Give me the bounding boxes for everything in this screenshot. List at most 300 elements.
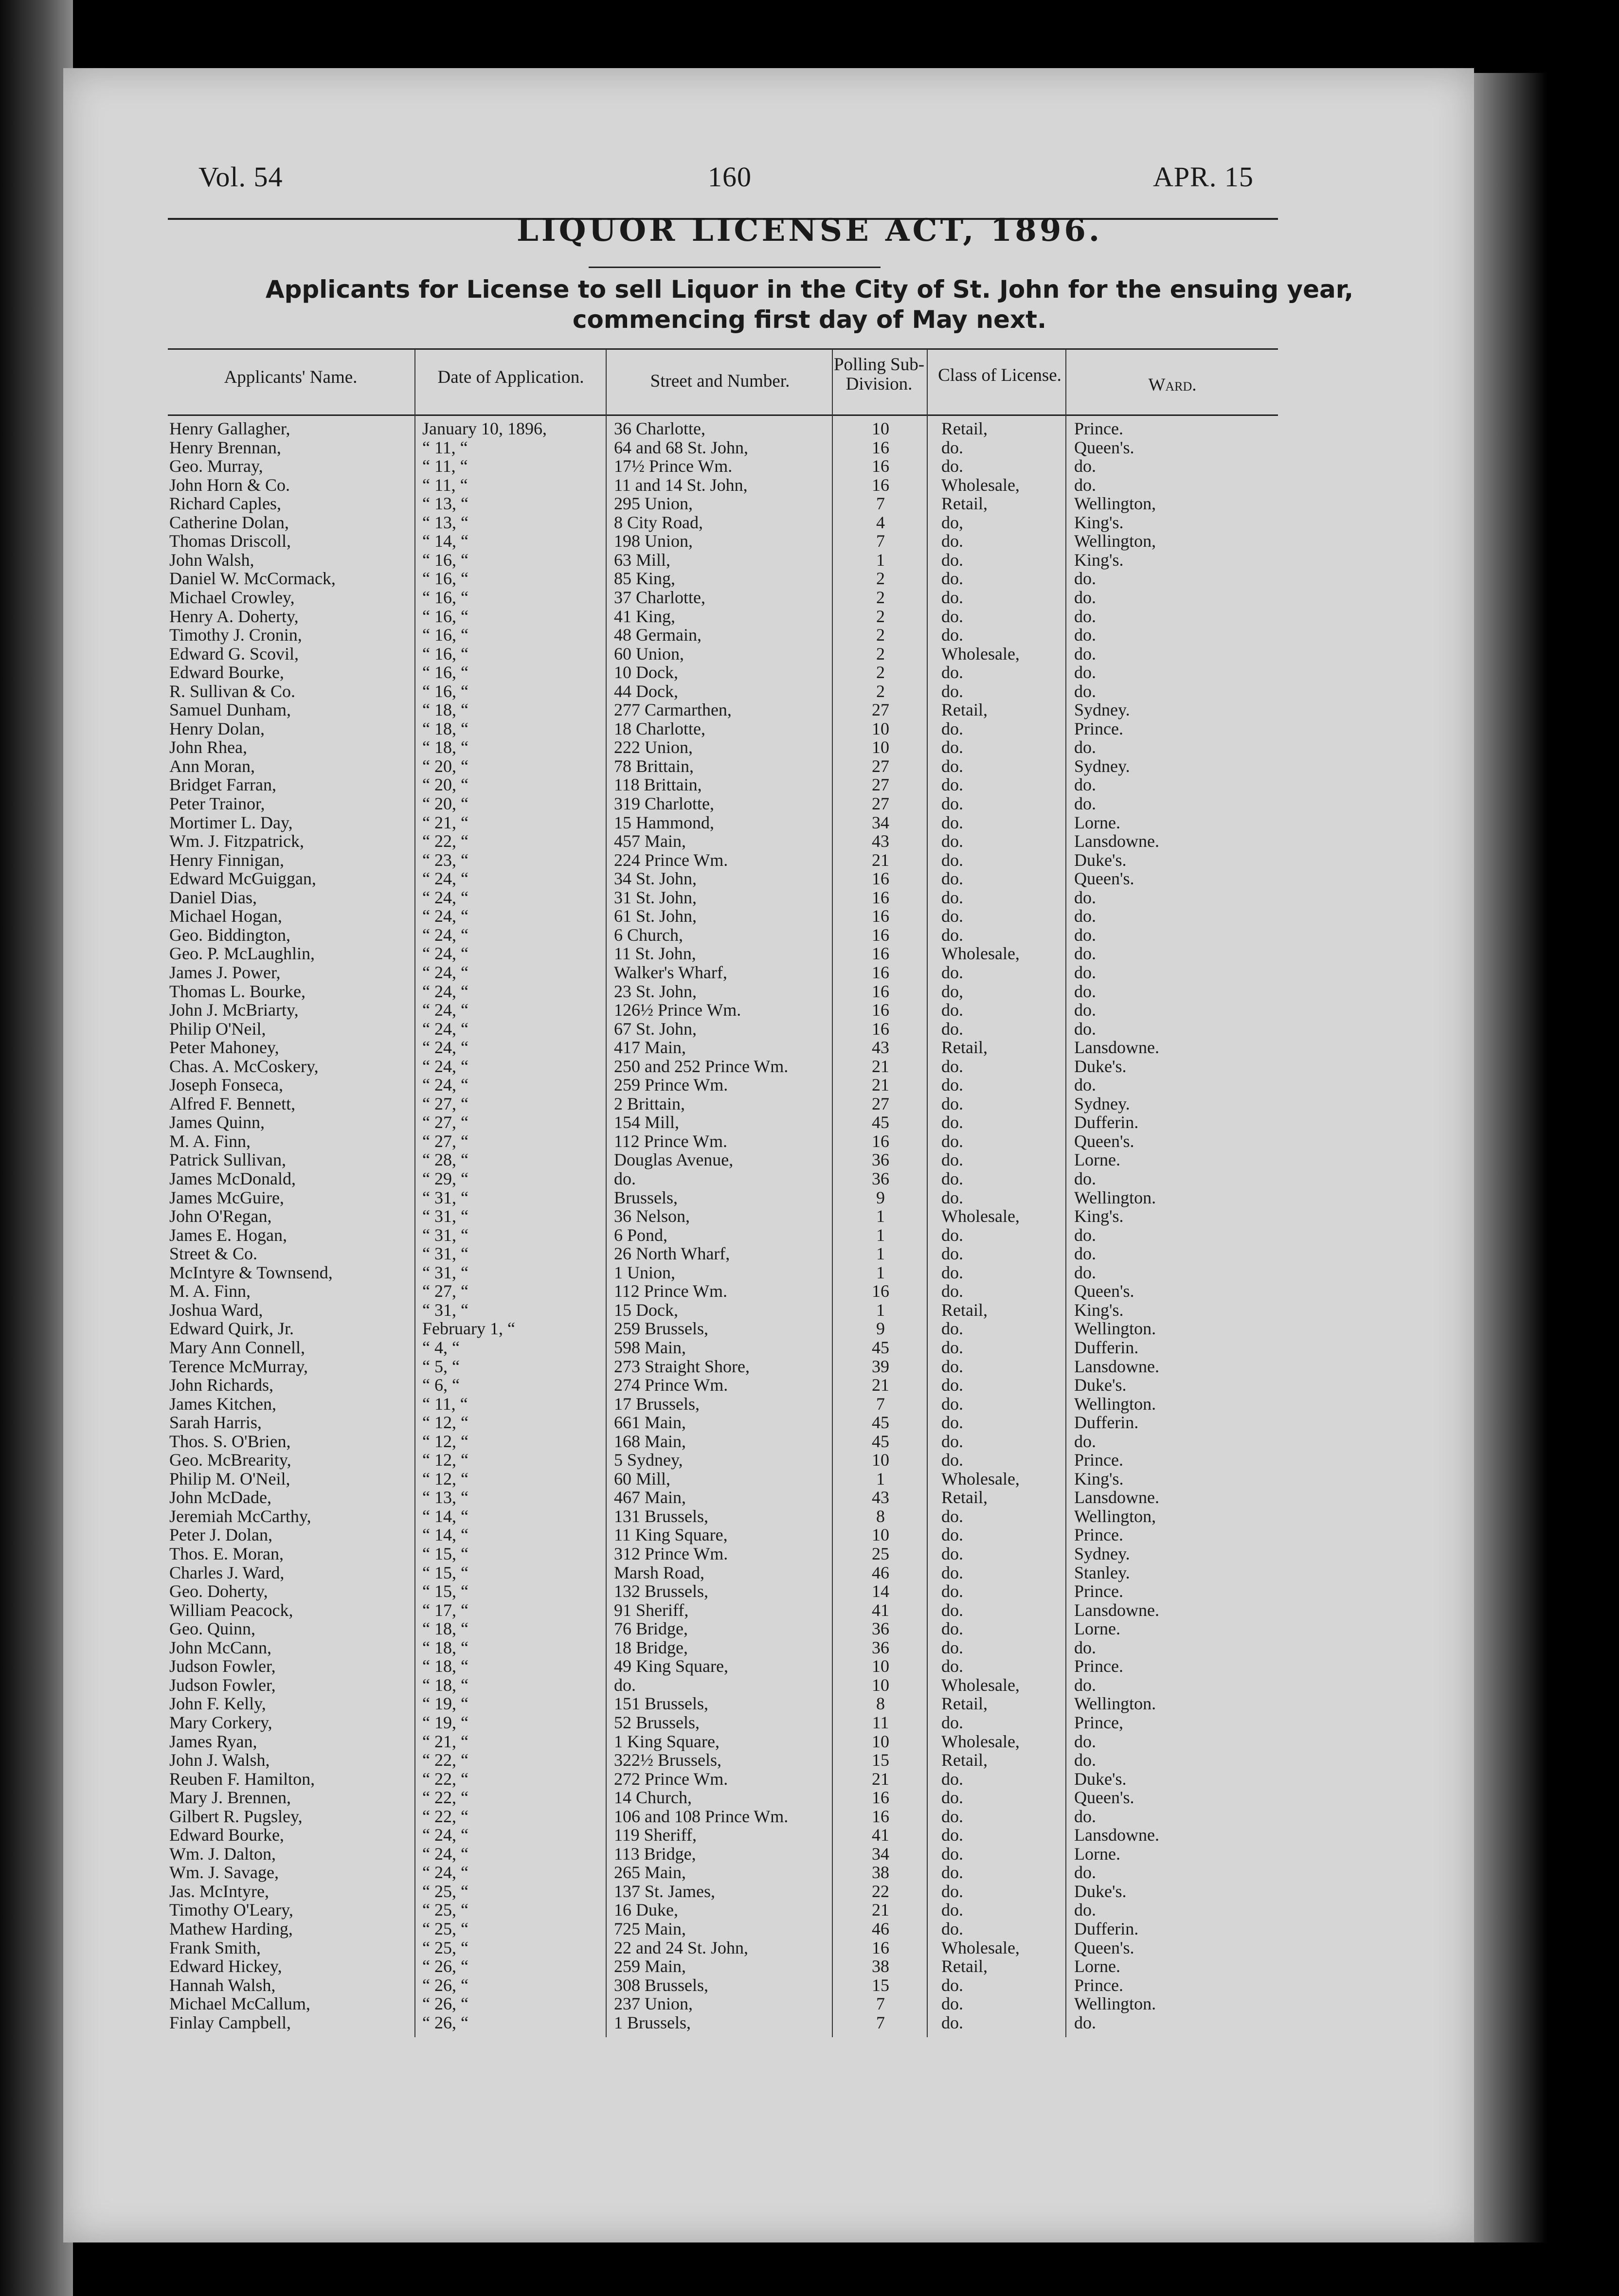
ward: Queen's. (1074, 1131, 1134, 1151)
polling-subdivision: 2 (876, 587, 885, 607)
license-class: do. (941, 850, 963, 870)
applicant-name: Jeremiah McCarthy, (169, 1506, 311, 1526)
polling-subdivision: 43 (872, 1488, 889, 1507)
table-head-rule (168, 414, 1278, 416)
applicant-name: Mary Ann Connell, (169, 1337, 305, 1357)
ward: do. (1074, 794, 1096, 813)
street-address: 319 Charlotte, (614, 794, 714, 813)
street-address: 6 Church, (614, 925, 683, 945)
applicant-name: Henry Gallagher, (169, 419, 290, 438)
applicant-name: Edward Bourke, (169, 663, 284, 682)
license-class: do. (941, 1112, 963, 1132)
street-address: 312 Prince Wm. (614, 1544, 728, 1563)
application-date: “ 27, “ (422, 1112, 468, 1132)
ward: do. (1074, 1731, 1096, 1751)
applicant-name: Ann Moran, (169, 756, 255, 776)
license-class: do. (941, 2012, 963, 2032)
license-class: do. (941, 1844, 963, 1864)
application-date: “ 12, “ (422, 1469, 468, 1489)
license-class: Wholesale, (941, 1675, 1020, 1695)
street-address: 26 North Wharf, (614, 1244, 730, 1264)
application-date: “ 22, “ (422, 1750, 468, 1770)
applicant-name: Daniel Dias, (169, 887, 257, 907)
ward: Stanley. (1074, 1562, 1130, 1582)
applicant-name: Peter Mahoney, (169, 1038, 279, 1058)
ward: Sydney. (1074, 1544, 1130, 1563)
polling-subdivision: 1 (876, 1262, 885, 1282)
street-address: 250 and 252 Prince Wm. (614, 1056, 789, 1076)
polling-subdivision: 9 (876, 1319, 885, 1339)
application-date: “ 24, “ (422, 1000, 468, 1020)
application-date: January 10, 1896, (422, 419, 547, 438)
column-header-date: Date of Application. (437, 367, 584, 387)
application-date: “ 24, “ (422, 1844, 468, 1864)
applicant-name: Bridget Farran, (169, 775, 276, 795)
street-address: 5 Sydney, (614, 1450, 683, 1470)
ward: Dufferin. (1074, 1337, 1139, 1357)
application-date: “ 4, “ (422, 1337, 460, 1357)
applicant-name: Timothy J. Cronin, (169, 625, 302, 645)
street-address: 198 Union, (614, 531, 693, 551)
street-address: 37 Charlotte, (614, 587, 705, 607)
license-class: do. (941, 1244, 963, 1264)
polling-subdivision: 16 (872, 869, 889, 889)
ward: do. (1074, 1225, 1096, 1245)
polling-subdivision: 45 (872, 1337, 889, 1357)
applicant-name: James Kitchen, (169, 1394, 276, 1414)
polling-subdivision: 27 (872, 794, 889, 813)
street-address: Marsh Road, (614, 1562, 704, 1582)
application-date: “ 31, “ (422, 1206, 468, 1226)
street-address: 132 Brussels, (614, 1581, 709, 1601)
polling-subdivision: 1 (876, 1225, 885, 1245)
applicant-name: Frank Smith, (169, 1937, 261, 1957)
street-address: 85 King, (614, 569, 675, 589)
ward: King's. (1074, 550, 1124, 570)
applicant-name: Edward G. Scovil, (169, 644, 299, 664)
application-date: “ 25, “ (422, 1919, 468, 1938)
polling-subdivision: 2 (876, 644, 885, 664)
applicant-name: John Rhea, (169, 737, 247, 757)
polling-subdivision: 1 (876, 1469, 885, 1489)
ward: Duke's. (1074, 1769, 1127, 1789)
street-address: 259 Brussels, (614, 1319, 709, 1339)
license-class: do. (941, 1169, 963, 1188)
application-date: “ 27, “ (422, 1281, 468, 1301)
street-address: Walker's Wharf, (614, 962, 727, 982)
applicant-name: Geo. P. McLaughlin, (169, 944, 315, 964)
polling-subdivision: 34 (872, 1844, 889, 1864)
license-class: do. (941, 681, 963, 701)
license-class: do. (941, 1319, 963, 1339)
polling-subdivision: 22 (872, 1881, 889, 1901)
polling-subdivision: 10 (872, 1656, 889, 1676)
application-date: “ 13, “ (422, 512, 468, 532)
license-class: Retail, (941, 1750, 988, 1770)
polling-subdivision: 16 (872, 456, 889, 476)
applicant-name: Judson Fowler, (169, 1675, 276, 1695)
ward: do. (1074, 1169, 1096, 1188)
license-class: do. (941, 812, 963, 832)
polling-subdivision: 16 (872, 906, 889, 926)
polling-subdivision: 15 (872, 1975, 889, 1995)
license-class: do. (941, 737, 963, 757)
ward: do. (1074, 1900, 1096, 1920)
street-address: 598 Main, (614, 1337, 686, 1357)
application-date: “ 14, “ (422, 531, 468, 551)
application-date: “ 23, “ (422, 850, 468, 870)
application-date: “ 24, “ (422, 1075, 468, 1095)
license-class: do. (941, 794, 963, 813)
license-class: Retail, (941, 1956, 988, 1976)
ward: do. (1074, 644, 1096, 664)
ward: Wellington, (1074, 1506, 1156, 1526)
ward: Queen's. (1074, 1788, 1134, 1808)
application-date: “ 31, “ (422, 1300, 468, 1320)
polling-subdivision: 16 (872, 887, 889, 907)
street-address: Douglas Avenue, (614, 1150, 734, 1170)
applicant-name: Thos. S. O'Brien, (169, 1431, 291, 1451)
polling-subdivision: 27 (872, 700, 889, 720)
ward: Sydney. (1074, 700, 1130, 720)
polling-subdivision: 2 (876, 569, 885, 589)
application-date: “ 16, “ (422, 606, 468, 626)
license-class: do. (941, 1056, 963, 1076)
applicant-name: Mathew Harding, (169, 1919, 293, 1938)
applicant-name: M. A. Finn, (169, 1281, 251, 1301)
license-class: do. (941, 1975, 963, 1995)
license-class: do. (941, 587, 963, 607)
polling-subdivision: 4 (876, 512, 885, 532)
street-address: 8 City Road, (614, 512, 703, 532)
street-address: 661 Main, (614, 1413, 686, 1433)
street-address: do. (614, 1675, 636, 1695)
ward: do. (1074, 962, 1096, 982)
ward: Duke's. (1074, 850, 1127, 870)
application-date: “ 16, “ (422, 681, 468, 701)
page-title: LIQUOR LICENSE ACT, 1896. (516, 212, 1103, 249)
applicant-name: Sarah Harris, (169, 1413, 262, 1433)
ward: do. (1074, 981, 1096, 1001)
applicant-name: Hannah Walsh, (169, 1975, 276, 1995)
license-class: do. (941, 1506, 963, 1526)
license-class: do. (941, 437, 963, 457)
ward: do. (1074, 775, 1096, 795)
polling-subdivision: 15 (872, 1750, 889, 1770)
application-date: “ 27, “ (422, 1131, 468, 1151)
application-date: “ 28, “ (422, 1150, 468, 1170)
application-date: “ 26, “ (422, 1994, 468, 2014)
applicant-name: Alfred F. Bennett, (169, 1094, 296, 1113)
license-class: do. (941, 1262, 963, 1282)
applicant-name: Mortimer L. Day, (169, 812, 293, 832)
license-class: do. (941, 625, 963, 645)
column-divider (927, 349, 928, 2037)
application-date: “ 22, “ (422, 1788, 468, 1808)
polling-subdivision: 10 (872, 1450, 889, 1470)
ward: Lorne. (1074, 1150, 1120, 1170)
application-date: “ 11, “ (422, 456, 468, 476)
applicant-name: Patrick Sullivan, (169, 1150, 286, 1170)
applicant-name: John J. McBriarty, (169, 1000, 299, 1020)
polling-subdivision: 46 (872, 1919, 889, 1938)
polling-subdivision: 8 (876, 1694, 885, 1714)
application-date: “ 21, “ (422, 1731, 468, 1751)
application-date: “ 21, “ (422, 812, 468, 832)
polling-subdivision: 27 (872, 1094, 889, 1113)
ward: Wellington. (1074, 1694, 1156, 1714)
application-date: “ 20, “ (422, 794, 468, 813)
applicant-name: Reuben F. Hamilton, (169, 1769, 315, 1789)
column-header-polling: Polling Sub-Division. (833, 355, 925, 394)
license-class: Wholesale, (941, 1469, 1020, 1489)
street-address: 112 Prince Wm. (614, 1131, 727, 1151)
ward: Duke's. (1074, 1881, 1127, 1901)
applicant-name: Michael Hogan, (169, 906, 282, 926)
applicant-name: Philip M. O'Neil, (169, 1469, 290, 1489)
license-class: do. (941, 606, 963, 626)
street-address: 137 St. James, (614, 1881, 716, 1901)
license-class: do. (941, 1600, 963, 1620)
polling-subdivision: 7 (876, 1994, 885, 2014)
license-class: Wholesale, (941, 1937, 1020, 1957)
applicant-name: Thomas L. Bourke, (169, 981, 306, 1001)
applicant-name: Edward McGuiggan, (169, 869, 316, 889)
application-date: “ 24, “ (422, 1825, 468, 1845)
polling-subdivision: 41 (872, 1600, 889, 1620)
street-address: 11 King Square, (614, 1525, 728, 1545)
street-address: 237 Union, (614, 1994, 693, 2014)
license-class: do. (941, 1413, 963, 1433)
street-address: 78 Brittain, (614, 756, 694, 776)
license-class: do. (941, 831, 963, 851)
application-date: “ 25, “ (422, 1881, 468, 1901)
ward: Lorne. (1074, 1956, 1120, 1976)
street-address: 106 and 108 Prince Wm. (614, 1806, 789, 1826)
street-address: 67 St. John, (614, 1019, 697, 1039)
applicant-name: Henry Finnigan, (169, 850, 284, 870)
polling-subdivision: 21 (872, 1900, 889, 1920)
application-date: “ 15, “ (422, 1544, 468, 1563)
license-class: do, (941, 981, 963, 1001)
street-address: 151 Brussels, (614, 1694, 709, 1714)
polling-subdivision: 38 (872, 1956, 889, 1976)
ward: Prince. (1074, 419, 1123, 438)
license-class: do. (941, 1131, 963, 1151)
license-class: do. (941, 550, 963, 570)
application-date: “ 15, “ (422, 1562, 468, 1582)
applicant-name: James Ryan, (169, 1731, 257, 1751)
ward: do. (1074, 1637, 1096, 1657)
ward: Wellington. (1074, 1187, 1156, 1207)
application-date: “ 12, “ (422, 1413, 468, 1433)
applicant-name: Wm. J. Fitzpatrick, (169, 831, 304, 851)
table-top-rule (168, 348, 1278, 350)
street-address: 118 Brittain, (614, 775, 702, 795)
application-date: “ 24, “ (422, 1038, 468, 1058)
application-date: “ 16, “ (422, 625, 468, 645)
license-class: do, (941, 512, 963, 532)
applicant-name: William Peacock, (169, 1600, 293, 1620)
ward: do. (1074, 887, 1096, 907)
ward: King's. (1074, 1300, 1124, 1320)
applicant-name: Henry Brennan, (169, 437, 281, 457)
ward: Prince, (1074, 1712, 1123, 1732)
application-date: “ 24, “ (422, 1863, 468, 1883)
applicant-name: Geo. Biddington, (169, 925, 290, 945)
license-class: Retail, (941, 1300, 988, 1320)
license-class: do. (941, 1769, 963, 1789)
street-address: 17 Brussels, (614, 1394, 700, 1414)
polling-subdivision: 7 (876, 1394, 885, 1414)
ward: King's. (1074, 1469, 1124, 1489)
license-class: do. (941, 1150, 963, 1170)
ward: Prince. (1074, 1525, 1123, 1545)
street-address: 18 Bridge, (614, 1637, 688, 1657)
application-date: February 1, “ (422, 1319, 515, 1339)
license-class: do. (941, 1919, 963, 1938)
application-date: “ 27, “ (422, 1094, 468, 1113)
application-date: “ 11, “ (422, 437, 468, 457)
applicant-name: Michael McCallum, (169, 1994, 310, 2014)
applicant-name: Mary J. Brennen, (169, 1788, 291, 1808)
column-header-class: Class of License. (938, 365, 1061, 385)
applicant-name: John McDade, (169, 1488, 271, 1507)
polling-subdivision: 10 (872, 419, 889, 438)
polling-subdivision: 45 (872, 1431, 889, 1451)
application-date: “ 18, “ (422, 1656, 468, 1676)
license-class: Wholesale, (941, 475, 1020, 495)
polling-subdivision: 21 (872, 850, 889, 870)
ward: Lansdowne. (1074, 1825, 1159, 1845)
applicant-name: Terence McMurray, (169, 1356, 308, 1376)
applicant-name: Timothy O'Leary, (169, 1900, 293, 1920)
license-class: do. (941, 1900, 963, 1920)
ward: do. (1074, 944, 1096, 964)
application-date: “ 5, “ (422, 1356, 460, 1376)
ward: Dufferin. (1074, 1413, 1139, 1433)
applicant-name: John F. Kelly, (169, 1694, 266, 1714)
license-class: do. (941, 1094, 963, 1113)
license-class: do. (941, 1544, 963, 1563)
license-class: do. (941, 962, 963, 982)
polling-subdivision: 41 (872, 1825, 889, 1845)
application-date: “ 26, “ (422, 1956, 468, 1976)
license-class: do. (941, 1281, 963, 1301)
polling-subdivision: 11 (872, 1712, 889, 1732)
license-class: do. (941, 531, 963, 551)
polling-subdivision: 36 (872, 1619, 889, 1639)
application-date: “ 11, “ (422, 475, 468, 495)
polling-subdivision: 21 (872, 1075, 889, 1095)
street-address: 2 Brittain, (614, 1094, 685, 1113)
ward: Prince. (1074, 718, 1123, 738)
applicant-name: Geo. Murray, (169, 456, 263, 476)
street-address: 112 Prince Wm. (614, 1281, 727, 1301)
street-address: 22 and 24 St. John, (614, 1937, 749, 1957)
polling-subdivision: 1 (876, 1300, 885, 1320)
application-date: “ 16, “ (422, 550, 468, 570)
applicant-name: Richard Caples, (169, 494, 281, 514)
street-address: 222 Union, (614, 737, 693, 757)
street-address: 61 St. John, (614, 906, 697, 926)
ward: Prince. (1074, 1656, 1123, 1676)
applicant-name: John McCann, (169, 1637, 271, 1657)
applicant-name: Samuel Dunham, (169, 700, 291, 720)
application-date: “ 13, “ (422, 494, 468, 514)
ward: do. (1074, 2012, 1096, 2032)
polling-subdivision: 16 (872, 925, 889, 945)
column-divider (1065, 349, 1066, 2037)
license-class: do. (941, 1450, 963, 1470)
street-address: 48 Germain, (614, 625, 702, 645)
applicant-name: Judson Fowler, (169, 1656, 276, 1676)
street-address: 91 Sheriff, (614, 1600, 689, 1620)
polling-subdivision: 10 (872, 1731, 889, 1751)
ward: do. (1074, 1675, 1096, 1695)
ward: Queen's. (1074, 869, 1134, 889)
license-class: do. (941, 1619, 963, 1639)
applicant-name: Michael Crowley, (169, 587, 295, 607)
polling-subdivision: 46 (872, 1562, 889, 1582)
application-date: “ 14, “ (422, 1525, 468, 1545)
application-date: “ 18, “ (422, 1637, 468, 1657)
polling-subdivision: 10 (872, 737, 889, 757)
license-class: do. (941, 1337, 963, 1357)
license-class: do. (941, 663, 963, 682)
ward: King's. (1074, 1206, 1124, 1226)
ward: do. (1074, 1806, 1096, 1826)
applicant-name: Chas. A. McCoskery, (169, 1056, 319, 1076)
applicant-name: Geo. Quinn, (169, 1619, 255, 1639)
ward: do. (1074, 1019, 1096, 1039)
application-date: “ 18, “ (422, 700, 468, 720)
street-address: 273 Straight Shore, (614, 1356, 750, 1376)
license-class: do. (941, 1187, 963, 1207)
ward: Wellington. (1074, 1394, 1156, 1414)
volume-label: Vol. 54 (198, 161, 283, 193)
ward: Lansdowne. (1074, 1488, 1159, 1507)
application-date: “ 13, “ (422, 1488, 468, 1507)
applicant-name: Wm. J. Dalton, (169, 1844, 276, 1864)
street-address: 224 Prince Wm. (614, 850, 728, 870)
ward: do. (1074, 681, 1096, 701)
applicant-name: John Richards, (169, 1375, 273, 1395)
ward: King's. (1074, 512, 1124, 532)
application-date: “ 26, “ (422, 2012, 468, 2032)
street-address: 63 Mill, (614, 550, 671, 570)
applicant-name: McIntyre & Townsend, (169, 1262, 333, 1282)
applicant-name: Peter Trainor, (169, 794, 265, 813)
application-date: “ 20, “ (422, 775, 468, 795)
ward: Prince. (1074, 1450, 1123, 1470)
application-date: “ 11, “ (422, 1394, 468, 1414)
street-address: 1 Brussels, (614, 2012, 691, 2032)
applicant-name: John J. Walsh, (169, 1750, 270, 1770)
ward: Prince. (1074, 1975, 1123, 1995)
license-class: do. (941, 1788, 963, 1808)
street-address: 36 Nelson, (614, 1206, 690, 1226)
street-address: do. (614, 1169, 636, 1188)
street-address: 60 Mill, (614, 1469, 671, 1489)
applicant-name: Thomas Driscoll, (169, 531, 291, 551)
polling-subdivision: 16 (872, 1019, 889, 1039)
application-date: “ 6, “ (422, 1375, 460, 1395)
ward: Lansdowne. (1074, 1038, 1159, 1058)
applicant-name: Mary Corkery, (169, 1712, 272, 1732)
ward: Lorne. (1074, 1619, 1120, 1639)
ward: do. (1074, 663, 1096, 682)
